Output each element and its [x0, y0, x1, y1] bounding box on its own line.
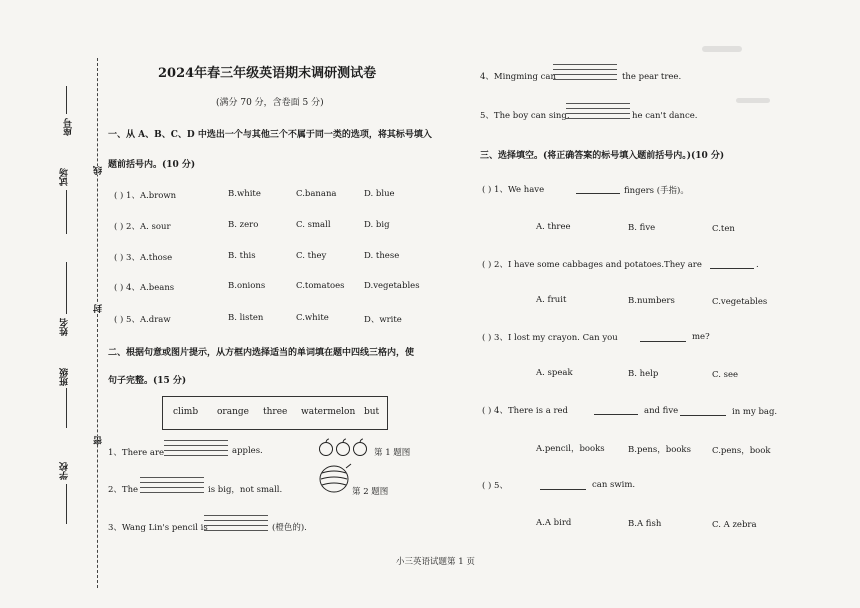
word-bank-item: but	[364, 407, 380, 417]
section2-heading-line2: 句子完整。(15 分)	[108, 376, 187, 386]
word-bank-item: watermelon	[301, 407, 356, 417]
margin-label-room: 试场	[60, 168, 70, 186]
s3-q2-option-a: A. fruit	[536, 295, 567, 305]
exam-subtitle: (满分 70 分，含卷面 5 分)	[216, 98, 324, 108]
s3-q1-blank[interactable]	[576, 193, 620, 194]
margin-label-school: 学校	[60, 462, 70, 480]
s3-q5-option-c: C. A zebra	[712, 520, 757, 530]
margin-label-name: 姓名	[60, 318, 70, 336]
exam-page: 座号 试场 姓名 班级 学校 线 封 密 2024年春三年级英语期末调研测试卷 (满分 70 分，含卷面 5 分) 一、从 A、B、C、D 中选出一个与其他三个不属于同一类的选项，将其标号填入 题前括号内。(10 分) ( ) 1、A.brown B.white C.banana D. blue ( ) 2、A. sour B. zero C. small D. big ( ) 3、A.those B. this C. they D. these ( ) 4、A.beans B.onions C.tomatoes D.vegetables ( ) 5、A.draw B. listen C.white D、write 二、根据句意或图片提示，从方框内选择适当的单词填在题中四线三格内，使 句子完整。(15 分) climb orange three watermelon but 1、There are apples. 第 1 题图 2、The is big，not small. 第 2 题图 3、Wang Lin's pencil is (橙色的). 4、Mingming can the pear tree. 5、The boy can sing, he can't dance. 三、选择填空。(将正确答案的标号填入题前括号内。)(10 分) ( ) 1、We have fingers (手指)。 A. three B. five C.ten ( ) 2、I have some cabbages and potatoes.They are . A. fruit B.numbers C.vegetables ( ) 3、I lost my crayon. Can you me? A. speak B. help C. see ( ) 4、There is a red and five in my bag. A.pencil，books B.pens，books C.pens，book ( ) 5、 can swim. A.A bird B.A fish C. A zebra 小三英语试题第 1 页	[0, 0, 860, 608]
section1-heading-line1: 一、从 A、B、C、D 中选出一个与其他三个不属于同一类的选项，将其标号填入	[108, 130, 432, 140]
s2-q1-pre: 1、There are	[108, 448, 165, 458]
s2-q5-post: he can't dance.	[632, 111, 698, 121]
s3-q1-option-a: A. three	[536, 222, 571, 232]
seal-char-secret: 密	[94, 436, 104, 445]
s3-q4-blank-1[interactable]	[594, 414, 638, 415]
three-apples-image	[318, 438, 370, 458]
s2-q1-post: apples.	[232, 446, 263, 456]
s3-q4-option-a: A.pencil，books	[536, 444, 605, 454]
s2-figure2-label: 第 2 题图	[352, 487, 389, 497]
s3-q3-option-b: B. help	[628, 369, 659, 379]
s3-q4-stem-post: in my bag.	[732, 407, 778, 417]
s3-q3-stem-post: me?	[692, 332, 710, 342]
margin-label-seat: 座号	[64, 118, 74, 136]
s2-q2-post: is big，not small.	[208, 485, 283, 495]
s3-q2-option-c: C.vegetables	[712, 297, 768, 307]
s3-q3-option-a: A. speak	[536, 368, 573, 378]
s3-q1-option-c: C.ten	[712, 224, 735, 234]
word-bank-box	[162, 396, 388, 430]
binding-dashed-line	[97, 58, 98, 588]
margin-blank-name	[66, 262, 67, 314]
s3-q2-blank[interactable]	[710, 268, 754, 269]
s2-q4-four-line-blank[interactable]	[553, 64, 617, 80]
s3-q4-option-c: C.pens，book	[712, 446, 771, 456]
word-bank-item: orange	[217, 407, 249, 417]
s2-q2-four-line-blank[interactable]	[140, 477, 204, 493]
s3-q5-blank[interactable]	[540, 489, 586, 490]
exam-title: 2024年春三年级英语期末调研测试卷	[158, 66, 377, 81]
s3-q1-stem-post: fingers (手指)。	[624, 186, 689, 196]
s3-q4-stem: ( ) 4、There is a red	[482, 406, 569, 416]
margin-label-class: 班级	[60, 368, 70, 386]
s3-q4-option-b: B.pens，books	[628, 445, 691, 455]
s3-q2-stem-post: .	[756, 260, 759, 270]
s2-q4-pre: 4、Mingming can	[480, 72, 556, 82]
s3-q4-blank-2[interactable]	[680, 415, 726, 416]
s3-q1-option-b: B. five	[628, 223, 656, 233]
s2-figure1-label: 第 1 题图	[374, 448, 411, 458]
s3-q5-option-a: A.A bird	[536, 518, 572, 528]
seal-char-line: 线	[94, 166, 104, 175]
s3-q5-option-b: B.A fish	[628, 519, 662, 529]
bleed-through-mark	[736, 98, 770, 103]
s2-q5-pre: 5、The boy can sing,	[480, 111, 570, 121]
section2-heading-line1: 二、根据句意或图片提示，从方框内选择适当的单词填在题中四线三格内，使	[108, 348, 415, 358]
s2-q5-four-line-blank[interactable]	[566, 103, 630, 119]
margin-blank-seat	[66, 86, 67, 114]
s3-q2-option-b: B.numbers	[628, 296, 675, 306]
s2-q2-pre: 2、The	[108, 485, 139, 495]
s3-q3-option-c: C. see	[712, 370, 739, 380]
margin-blank-room	[66, 190, 67, 234]
s2-q3-pre: 3、Wang Lin's pencil is	[108, 523, 208, 533]
s3-q2-stem: ( ) 2、I have some cabbages and potatoes.They are	[482, 260, 702, 270]
section1-heading-line2: 题前括号内。(10 分)	[108, 160, 196, 170]
word-bank-item: three	[263, 407, 288, 417]
watermelon-image	[318, 462, 354, 496]
s3-q5-stem-post: can swim.	[592, 480, 636, 490]
margin-blank-class	[66, 388, 67, 428]
bleed-through-mark	[702, 46, 742, 52]
s2-q1-four-line-blank[interactable]	[164, 440, 228, 456]
margin-blank-school	[66, 484, 67, 524]
seal-char-seal: 封	[94, 304, 104, 313]
word-bank-item: climb	[173, 407, 199, 417]
s3-q3-blank[interactable]	[640, 341, 686, 342]
s3-q4-stem-mid: and five	[644, 406, 679, 416]
page-footer: 小三英语试题第 1 页	[396, 557, 475, 567]
s2-q4-post: the pear tree.	[622, 72, 682, 82]
s2-q3-post: (橙色的).	[272, 523, 307, 533]
section3-heading: 三、选择填空。(将正确答案的标号填入题前括号内。)(10 分)	[480, 151, 725, 161]
s3-q5-stem: ( ) 5、	[482, 481, 508, 491]
s3-q3-stem: ( ) 3、I lost my crayon. Can you	[482, 333, 618, 343]
s3-q1-stem: ( ) 1、We have	[482, 185, 545, 195]
s2-q3-four-line-blank[interactable]	[204, 515, 268, 531]
